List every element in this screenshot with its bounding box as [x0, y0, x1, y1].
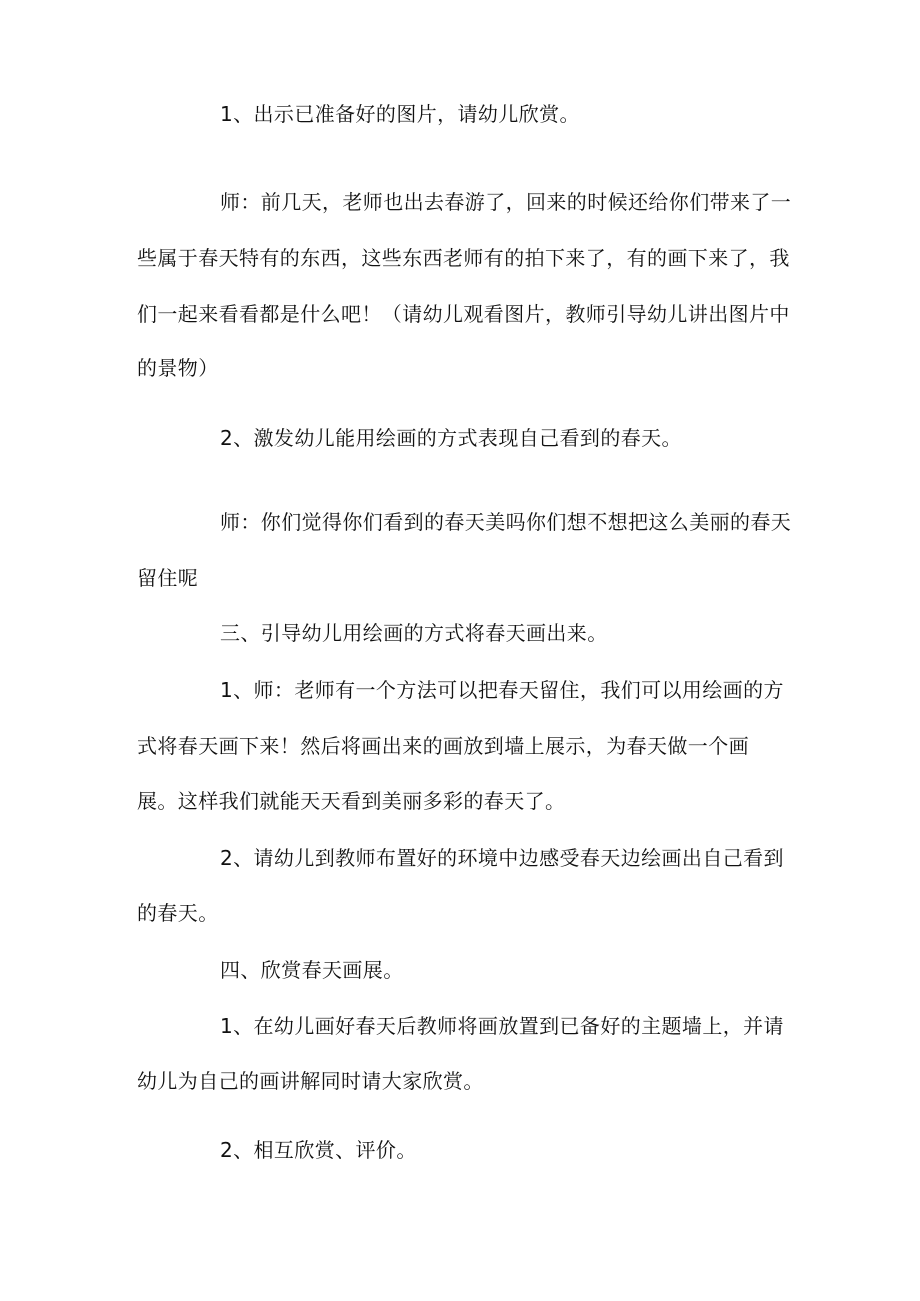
paragraph-4-line-2: 留住呢	[137, 566, 199, 590]
paragraph-6-line-1: 1、师：老师有一个方法可以把春天留住，我们可以用绘画的方	[220, 678, 784, 702]
paragraph-3-line-1: 2、激发幼儿能用绘画的方式表现自己看到的春天。	[220, 426, 682, 450]
paragraph-2-line-2: 些属于春天特有的东西，这些东西老师有的拍下来了，有的画下来了，我	[137, 246, 790, 270]
paragraph-9-line-2: 幼儿为自己的画讲解同时请大家欣赏。	[137, 1069, 484, 1093]
paragraph-2-line-1: 师：前几天，老师也出去春游了，回来的时候还给你们带来了一	[220, 190, 792, 214]
paragraph-4-line-1: 师：你们觉得你们看到的春天美吗你们想不想把这么美丽的春天	[220, 510, 792, 534]
paragraph-9-line-1: 1、在幼儿画好春天后教师将画放置到已备好的主题墙上，并请	[220, 1014, 784, 1038]
paragraph-7-line-2: 的春天。	[137, 901, 219, 925]
paragraph-6-line-3: 展。这样我们就能天天看到美丽多彩的春天了。	[137, 789, 566, 813]
paragraph-7-line-1: 2、请幼儿到教师布置好的环境中边感受春天边绘画出自己看到	[220, 846, 784, 870]
paragraph-2-line-4: 的景物）	[137, 356, 219, 380]
paragraph-10-line-1: 2、相互欣赏、评价。	[220, 1138, 417, 1162]
paragraph-2-line-3: 们一起来看看都是什么吧！（请幼儿观看图片，教师引导幼儿讲出图片中	[137, 302, 790, 326]
paragraph-6-line-2: 式将春天画下来！然后将画出来的画放到墙上展示，为春天做一个画	[137, 734, 749, 758]
paragraph-1-line-1: 1、出示已准备好的图片，请幼儿欣赏。	[220, 102, 580, 126]
paragraph-5-line-1: 三、引导幼儿用绘画的方式将春天画出来。	[220, 621, 608, 645]
paragraph-8-line-1: 四、欣赏春天画展。	[220, 958, 404, 982]
